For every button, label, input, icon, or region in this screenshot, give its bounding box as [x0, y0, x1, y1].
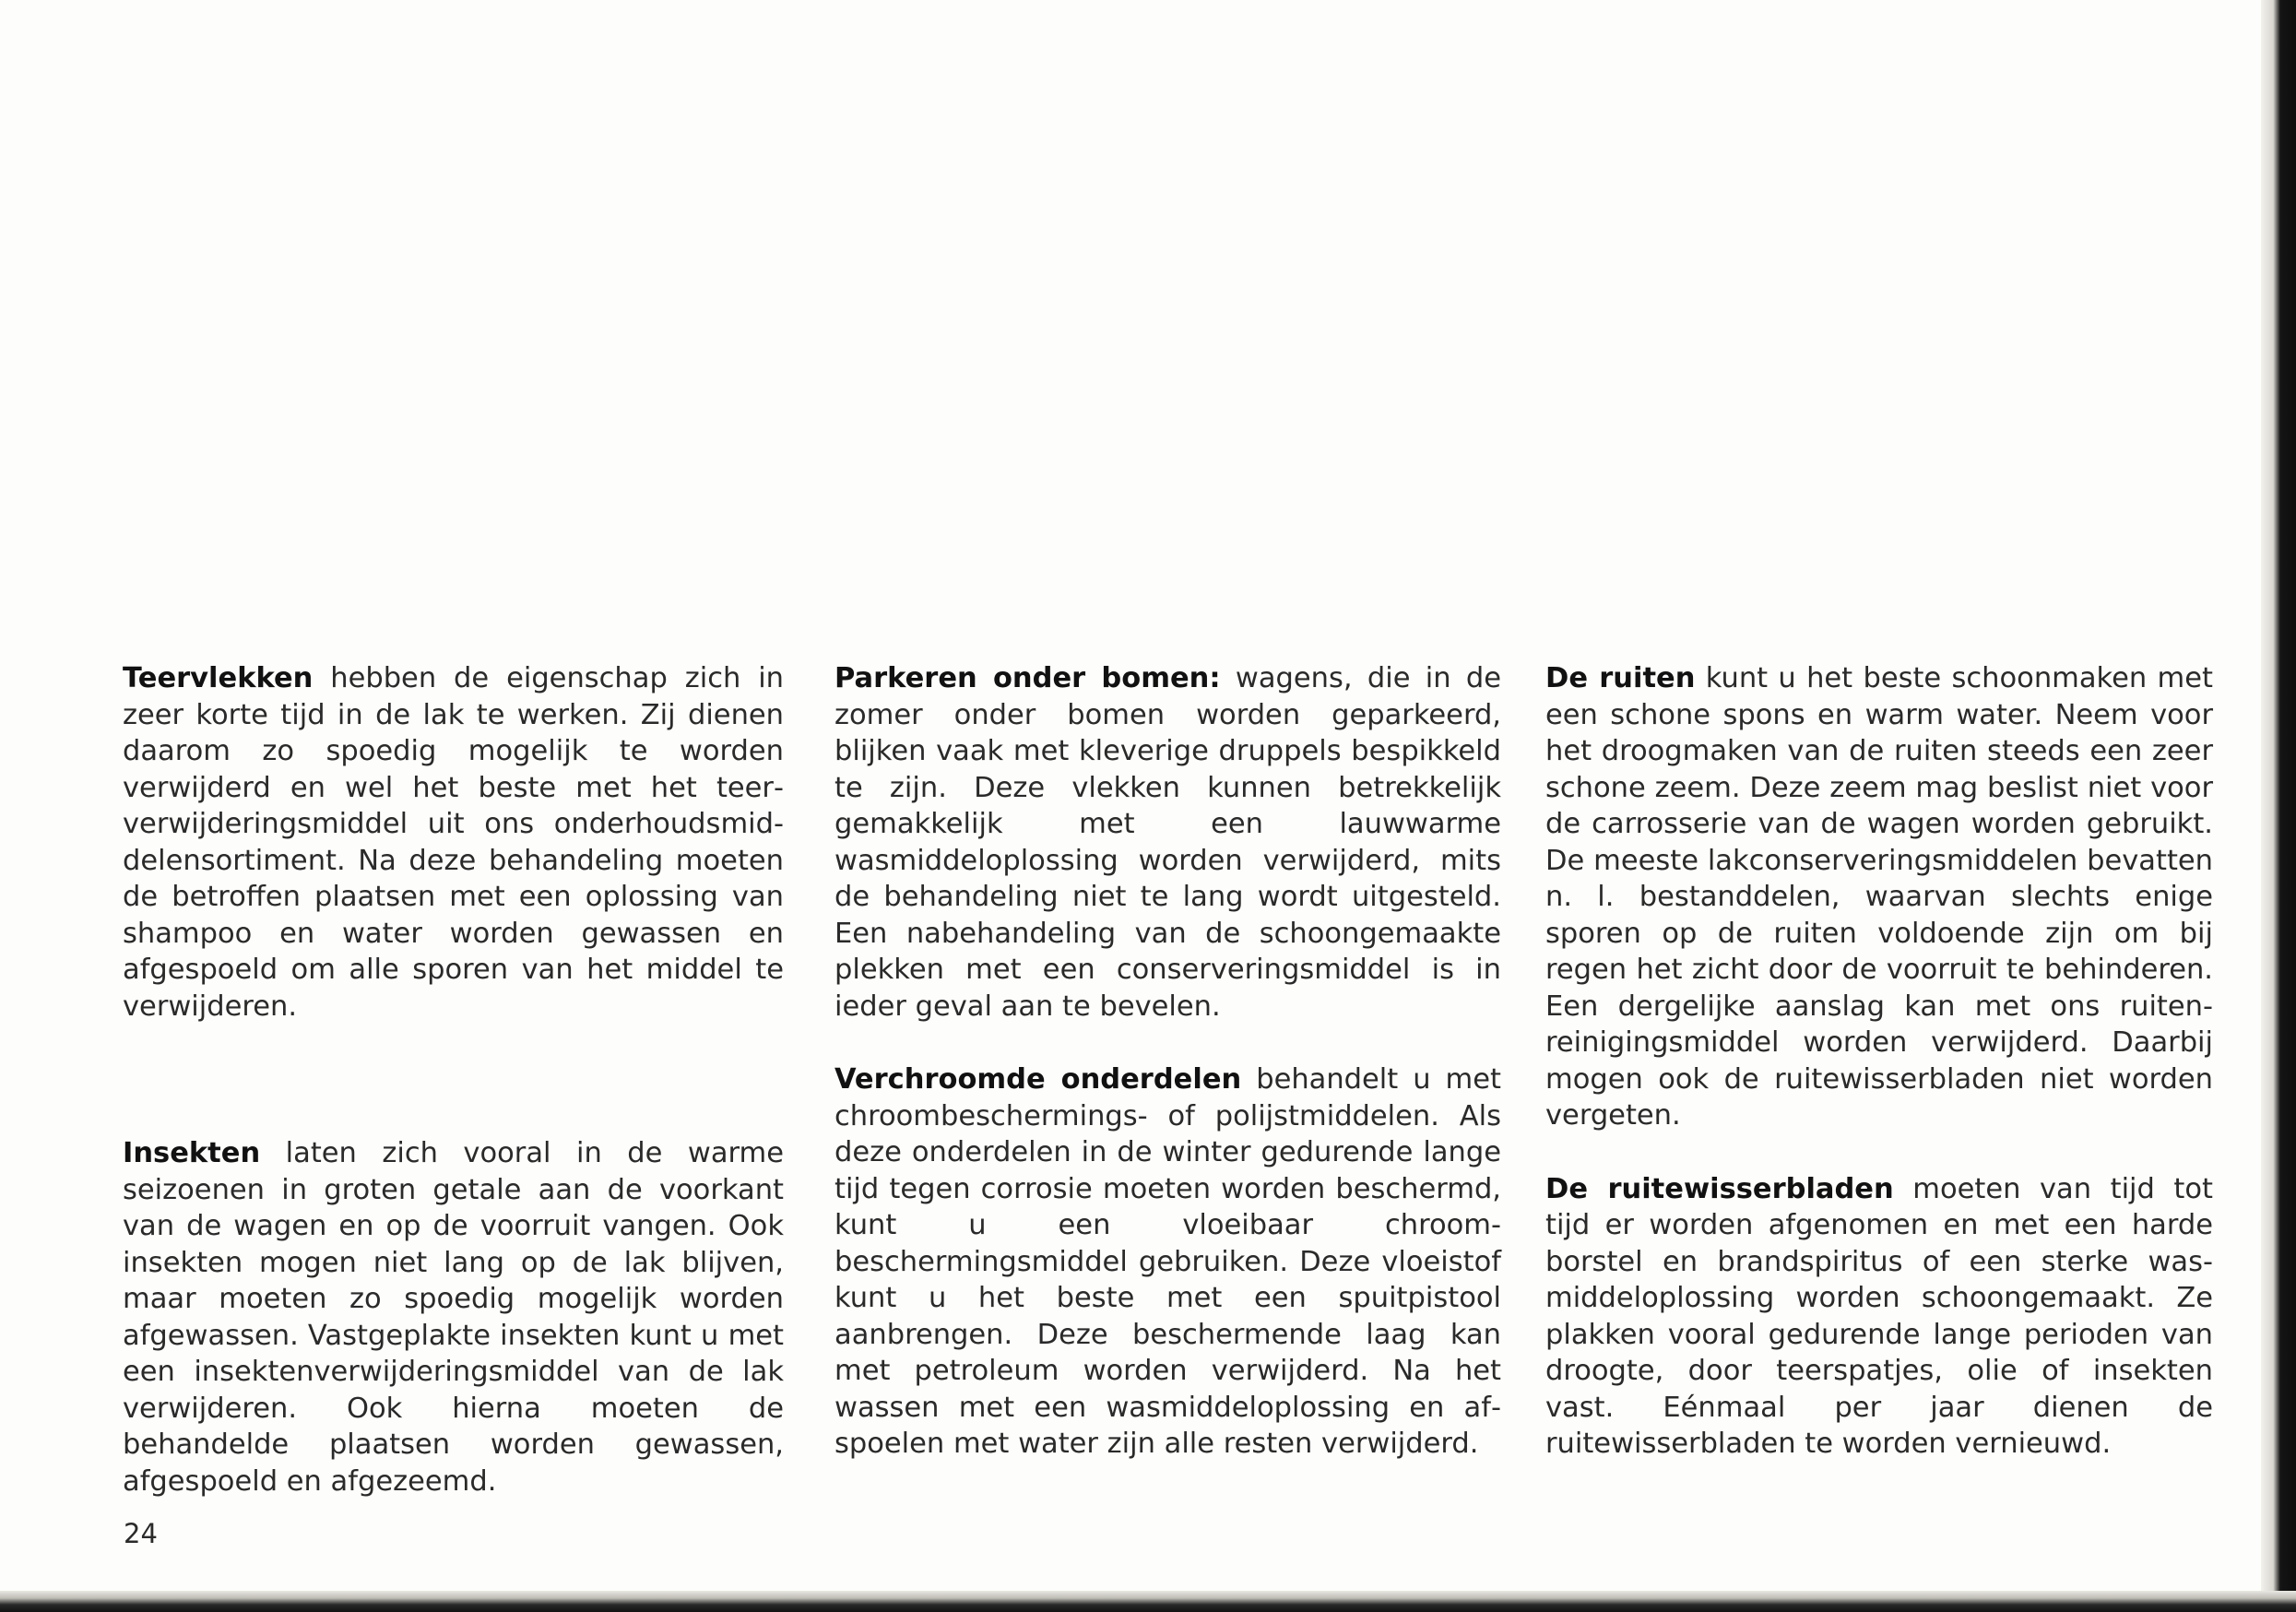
paragraph-body: hebben de eigenschap zich in zeer korte tijd in de lak te werken. Zij dienen daarom zo spoedig mogelijk te worden verwijderd en wel het beste met het teerverwijderingsmiddel uit ons onderhoudsmiddelensortiment. Na deze behandeling moeten de betroffen plaatsen met een oplossing van shampoo en water worden gewassen en afgespoeld om alle sporen van het middel te verwijderen. [123, 662, 784, 1023]
paragraph-verchroomde-onderdelen [834, 1061, 1501, 1463]
paragraph-insekten [123, 1135, 784, 1499]
paragraph-heading: Parkeren onder bomen: [834, 662, 1221, 694]
page-number: 24 [124, 1518, 158, 1549]
paragraph-de-ruitewisserbladen [1545, 1171, 2213, 1463]
paragraph-heading: Verchroomde onderdelen [834, 1063, 1242, 1096]
page-edge-shadow-bottom [0, 1591, 2296, 1612]
paragraph-de-ruiten [1545, 660, 2213, 1134]
paragraph-heading: Insekten [123, 1137, 261, 1169]
paragraph-body: kunt u het beste schoonmaken met een schone spons en warm water. Neem voor het droogmaken van de ruiten steeds een zeer schone zeem. Deze zeem mag beslist niet voor de carrosserie van de wagen worden gebruikt. De meeste lakconserveringsmiddelen bevatten n. l. bestanddelen, waarvan slechts enige sporen op de ruiten voldoende zijn om bij regen het zicht door de voorruit te behinderen. Een dergelijke aanslag kan met ons ruitenreinigingsmiddel worden verwijderd. Daarbij mogen ook de ruitewisserbladen niet worden vergeten. [1545, 662, 2213, 1132]
text-column-left [123, 660, 784, 1499]
paragraph-heading: De ruiten [1545, 662, 1696, 694]
text-column-right [1545, 660, 2213, 1463]
paragraph-heading: De ruitewisserbladen [1545, 1172, 1894, 1205]
paragraph-teervlekken [123, 660, 784, 1025]
paragraph-body: moeten van tijd tot tijd er worden afgenomen en met een harde borstel en brandspiritus of een sterke wasmiddeloplossing worden schoongemaakt. Ze plakken vooral gedurende lange perioden van droogte, door teerspatjes, olie of insekten vast. Eénmaal per jaar dienen de ruitewisserbladen te worden vernieuwd. [1545, 1172, 2213, 1460]
paragraph-parkeren-onder-bomen [834, 660, 1501, 1025]
paragraph-heading: Teervlekken [123, 662, 314, 694]
paragraph-body: wagens, die in de zomer onder bomen worden geparkeerd, blijken vaak met kleverige druppels bespikkeld te zijn. Deze vlekken kunnen betrekkelijk gemakkelijk met een lauwwarme wasmiddeloplossing worden verwijderd, mits de behandeling niet te lang wordt uitgesteld. Een nabehandeling van de schoongemaakte plekken met een conserveringsmiddel is in ieder geval aan te bevelen. [834, 662, 1501, 1023]
page-edge-shadow-right [2261, 0, 2296, 1612]
paragraph-body: laten zich vooral in de warme seizoenen in groten getale aan de voorkant van de wagen en op de voorruit vangen. Ook insekten mogen niet lang op de lak blijven, maar moeten zo spoedig mogelijk worden afgewassen. Vastgeplakte insekten kunt u met een insektenverwijderingsmiddel van de lak verwijderen. Ook hierna moeten de behandelde plaatsen worden gewassen, afgespoeld en afgezeemd. [123, 1137, 784, 1498]
text-column-middle [834, 660, 1501, 1463]
paragraph-body: behandelt u met chroombeschermings- of polijstmiddelen. Als deze onderdelen in de winter gedurende lange tijd tegen corrosie moeten worden beschermd, kunt u een vloeibaar chroombeschermingsmiddel gebruiken. Deze vloeistof kunt u het beste met een spuitpistool aanbrengen. Deze beschermende laag kan met petroleum worden verwijderd. Na het wassen met een wasmiddeloplossing en afspoelen met water zijn alle resten verwijderd. [834, 1063, 1501, 1460]
